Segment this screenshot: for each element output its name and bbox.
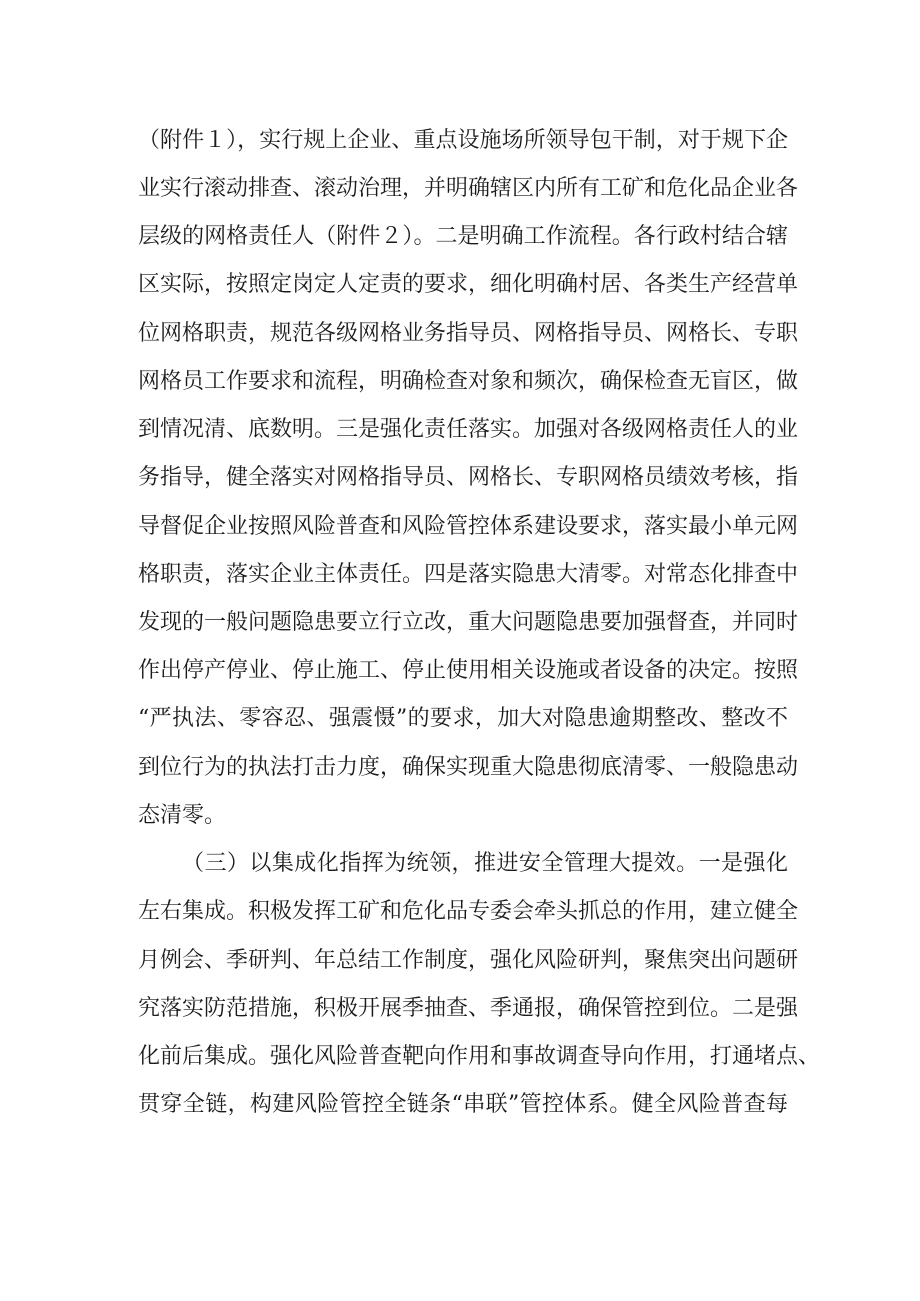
text-line: 态清零。 xyxy=(138,803,227,828)
text-line: 发现的一般问题隐患要立行立改，重大问题隐患要加强督查，并同时 xyxy=(138,610,799,635)
text-line: 到情况清、底数明。三是强化责任落实。加强对各级网格责任人的业 xyxy=(138,417,799,442)
text-line: 月例会、季研判、年总结工作制度，强化风险研判，聚焦突出问题研 xyxy=(138,948,799,973)
text-line: 业实行滚动排查、滚动治理，并明确辖区内所有工矿和危化品企业各 xyxy=(138,176,799,201)
text-line: 层级的网格责任人（附件２）。二是明确工作流程。各行政村结合辖 xyxy=(138,224,788,249)
text-line: （附件１），实行规上企业、重点设施场所领导包干制，对于规下企 xyxy=(138,128,788,153)
text-line: 务指导，健全落实对网格指导员、网格长、专职网格员绩效考核，指 xyxy=(138,465,799,490)
text-line: 究落实防范措施，积极开展季抽查、季通报，确保管控到位。二是强 xyxy=(138,996,799,1021)
text-line: 到位行为的执法打击力度，确保实现重大隐患彻底清零、一般隐患动 xyxy=(138,755,799,780)
text-line: “严执法、零容忍、强震慑”的要求，加大对隐患逾期整改、整改不 xyxy=(138,706,788,731)
section-heading-line: （三）以集成化指挥为统领，推进安全管理大提效。一是强化 xyxy=(182,851,788,876)
text-line: 化前后集成。强化风险普查靶向作用和事故调查导向作用，打通堵点、 xyxy=(138,1044,821,1069)
text-line: 左右集成。积极发挥工矿和危化品专委会牵头抓总的作用，建立健全 xyxy=(138,899,799,924)
text-line: 格职责，落实企业主体责任。四是落实隐患大清零。对常态化排查中 xyxy=(138,562,799,587)
text-line: 作出停产停业、停止施工、停止使用相关设施或者设备的决定。按照 xyxy=(138,658,799,683)
text-line: 网格员工作要求和流程，明确检查对象和频次，确保检查无盲区，做 xyxy=(138,369,799,394)
text-line: 导督促企业按照风险普查和风险管控体系建设要求，落实最小单元网 xyxy=(138,514,799,539)
text-line: 位网格职责，规范各级网格业务指导员、网格指导员、网格长、专职 xyxy=(138,321,799,346)
text-line: 贯穿全链，构建风险管控全链条“串联”管控体系。健全风险普查每 xyxy=(138,1092,788,1117)
text-line: 区实际，按照定岗定人定责的要求，细化明确村居、各类生产经营单 xyxy=(138,272,799,297)
